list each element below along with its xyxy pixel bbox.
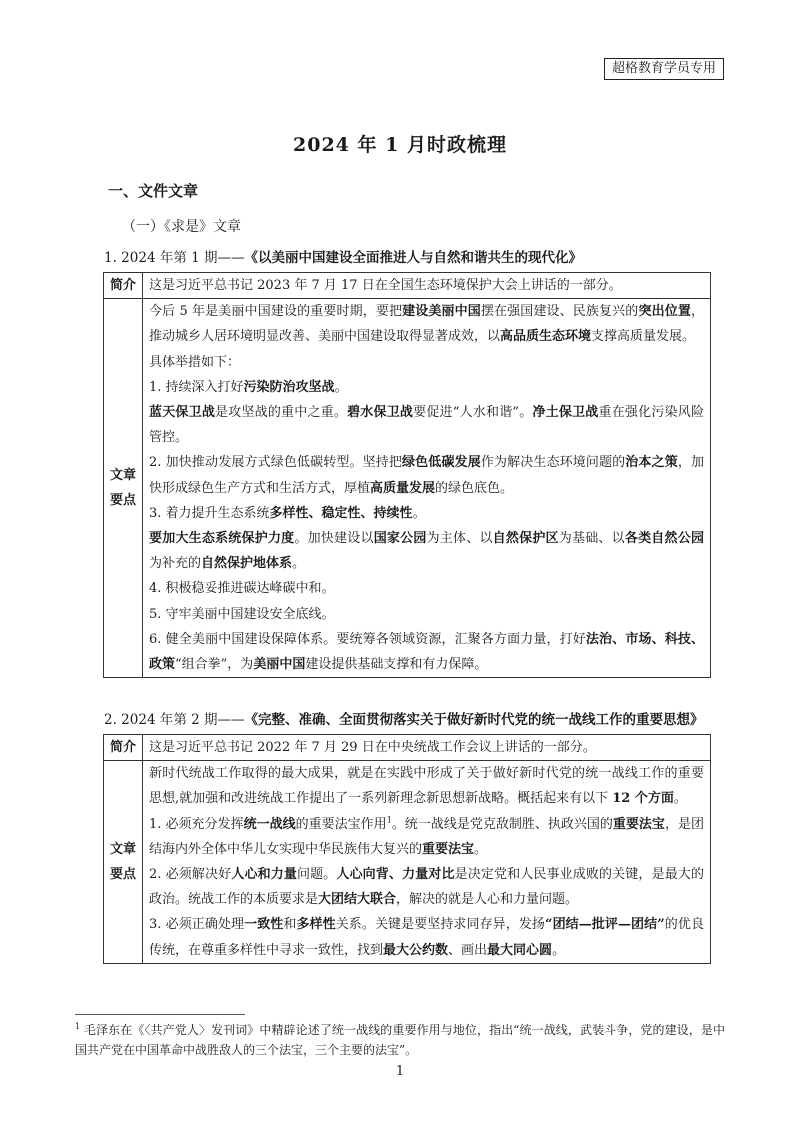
paragraph: 要加大生态系统保护力度。加快建设以国家公园为主体、以自然保护区为基础、以各类自然公园为补充的自然保护地体系。 (149, 531, 704, 572)
page-number: 1 (395, 1064, 405, 1079)
points-label: 文章 要点 (104, 761, 143, 964)
intro-text: 这是习近平总书记 2022 年 7 月 29 日在中央统战工作会议上讲话的一部分。 (143, 735, 711, 761)
paragraph: 3. 着力提升生态系统多样性、稳定性、持续性。 (149, 505, 426, 521)
article-1-table (103, 272, 711, 678)
footnote-mark: 1 (75, 1022, 81, 1031)
footnote-ref: 1 (386, 815, 392, 825)
footnote (75, 1020, 725, 1060)
paragraph: 4. 积极稳妥推进碳达峰碳中和。 (149, 581, 335, 597)
article-2-table (103, 734, 711, 964)
intro-text: 这是习近平总书记 2023 年 7 月 17 日在全国生态环境保护大会上讲话的一部分。 (143, 273, 711, 299)
subsection-heading: （一）《求是》文章 (122, 219, 241, 235)
intro-label: 简介 (104, 273, 143, 299)
paragraph: 2. 必须解决好人心和力量问题。人心向背、力量对比是决定党和人民事业成败的关键，是最大的政治。统战工作的本质要求是大团结大联合，解决的就是人心和力量问题。 (149, 867, 704, 908)
paragraph: 今后 5 年是美丽中国建设的重要时期，要把建设美丽中国摆在强国建设、民族复兴的突出位置，推动城乡人居环境明显改善、美丽中国建设取得显著成效，以高品质生态环境支撑高质量发展。 (149, 304, 704, 345)
section-heading: 一、文件文章 (108, 182, 199, 200)
paragraph: 具体举措如下： (149, 354, 241, 370)
usage-stamp: 超格教育学员专用 (604, 58, 724, 80)
points-text (143, 299, 711, 678)
paragraph: 5. 守牢美丽中国建设安全底线。 (149, 606, 335, 622)
footnote-text: 毛泽东在《〈共产党人〉发刊词》中精辟论述了统一战线的重要作用与地位，指出“统一战线，武装斗争，党的建设，是中国共产党在中国革命中战胜敌人的三个法宝，三个主要的法宝”。 (75, 1023, 725, 1057)
page-title: 2024 年 1 月时政梳理 (293, 134, 507, 156)
paragraph: 2. 加快推动发展方式绿色低碳转型。坚持把绿色低碳发展作为解决生态环境问题的治本之策，加快形成绿色生产方式和生活方式，厚植高质量发展的绿色底色。 (149, 455, 704, 496)
article-1-heading: 1. 2024 年第 1 期——《以美丽中国建设全面推进人与自然和谐共生的现代化》 (104, 250, 582, 266)
paragraph: 1. 必须充分发挥统一战线的重要法宝作用$^1$。统一战线是党克敌制胜、执政兴国的重要法宝，是团结海内外全体中华儿女实现中华民族伟大复兴的重要法宝。 (149, 815, 704, 857)
paragraph: 6. 健全美丽中国建设保障体系。要统筹各领域资源，汇聚各方面力量，打好法治、市场、科技、政策“组合拳”，为美丽中国建设提供基础支撑和有力保障。 (149, 631, 704, 673)
paragraph: 新时代统战工作取得的最大成果，就是在实践中形成了关于做好新时代党的统一战线工作的重要思想,就加强和改进统战工作提出了一系列新理念新思想新战略。概括起来有以下 12 个方面。 (149, 766, 704, 807)
paragraph: 1. 持续深入打好污染防治攻坚战。 (149, 379, 348, 395)
paragraph: 3. 必须正确处理一致性和多样性关系。关键是要坚持求同存异，发扬“团结—批评—团结”的优良传统，在尊重多样性中寻求一致性，找到最大公约数、画出最大同心圆。 (149, 917, 704, 958)
intro-label: 简介 (104, 735, 143, 761)
paragraph: 蓝天保卫战是攻坚战的重中之重。碧水保卫战要促进“人水和谐”。净土保卫战重在强化污染风险管控。 (149, 405, 704, 446)
points-text (143, 761, 711, 964)
footnote-divider (75, 1014, 245, 1015)
article-2-heading: 2. 2024 年第 2 期——《完整、准确、全面贯彻落实关于做好新时代党的统一战线工作的重要思想》 (104, 712, 704, 728)
points-label: 文章 要点 (104, 299, 143, 678)
